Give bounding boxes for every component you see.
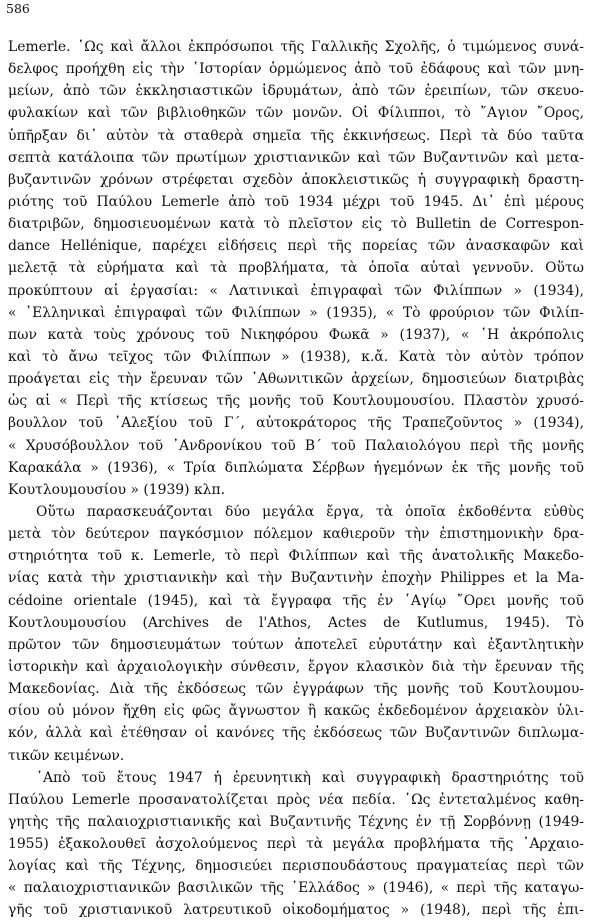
text-line: τικῶν κειμένων. xyxy=(8,747,125,764)
text-line: Μακεδονίας. Διὰ τῆς ἐκδόσεως τῶν ἐγγράφων τῆς μονῆς τοῦ Κουτλουμου- xyxy=(8,681,584,698)
text-line: πων κατὰ τοὺς χρόνους τοῦ Νικηφόρου Φωκᾶ » (1937), « ῾Η ἀκρόπολις xyxy=(8,326,584,343)
text-line: σεπτὰ κατάλοιπα τῶν πρωτίμων χριστιανικῶν καὶ τῶν Βυζαντινῶν καὶ μετα- xyxy=(8,149,584,166)
text-line: νίας κατὰ τὴν χριστιανικὴν καὶ τὴν Βυζαντινὴν ἐποχὴν Philippes et la Ma- xyxy=(8,570,584,587)
text-line: βουλλον τοῦ ᾽Αλεξίου τοῦ Γ΄, αὐτοκράτορος τῆς Τραπεζοῦντος » (1934), xyxy=(8,415,584,432)
text-line: « Χρυσόβουλλον τοῦ ᾽Ανδρονίκου τοῦ Β΄ τοῦ Παλαιολόγου περὶ τῆς μονῆς xyxy=(8,437,584,454)
text-line: διατριβῶν, δημοσιευομένων κατὰ τὸ πλεῖστον εἰς τὸ Bulletin de Correspon- xyxy=(8,216,584,233)
text-line: πρῶτον τῶν δημοσιευμάτων τούτων ἀποτελεῖ εὐρυτάτην καὶ ἐξαντλητικὴν xyxy=(8,636,584,653)
text-line: καὶ τὸ ἄνω τεῖχος τῶν Φιλίππων » (1938), κ.ἄ. Κατὰ τὸν αὐτὸν τρόπον xyxy=(8,348,584,365)
text-line: Lemerle. ῾Ως καὶ ἄλλοι ἐκπρόσωποι τῆς Γαλλικῆς Σχολῆς, ὁ τιμώμενος συνά- xyxy=(8,39,584,55)
text-line: μελετᾷ τὰ εὑρήματα καὶ τὰ προβλήματα, τὰ ὁποῖα αὐταὶ γεννοῦν. Οὕτω xyxy=(8,260,584,277)
text-line: Παύλου Lemerle προσανατολίζεται πρὸς νέα πεδία. ῾Ως ἐντεταλμένος καθη- xyxy=(8,791,584,808)
text-line: ἱστορικὴν καὶ ἀρχαιολογικὴν σύνθεσιν, ἔργον κλασικὸν διὰ τὴν ἔρευναν τῆς xyxy=(8,658,584,675)
text-line: μετὰ τὸν δεύτερον παγκόσμιον πόλεμον καθιεροῦν τὴν ἐπιστημονικὴν δρα- xyxy=(8,526,584,543)
text-line: φυλακίων καὶ τῶν βιβλιοθηκῶν τῶν μονῶν. Οἱ Φίλιπποι, τὸ ῎Αγιον ῎Ορος, xyxy=(8,105,584,122)
text-line: κόν, ἀλλὰ καὶ ἐτέθησαν οἱ κανόνες τῆς ἐκδόσεως τῶν Βυζαντινῶν διπλωμα- xyxy=(8,725,584,742)
text-line: dance Hellénique, παρέχει εἰδήσεις περὶ τῆς πορείας τῶν ἀνασκαφῶν καὶ xyxy=(8,238,584,255)
text-line: ᾽Απὸ τοῦ ἔτους 1947 ἡ ἐρευνητικὴ καὶ συγγραφικὴ δραστηριότης τοῦ xyxy=(36,769,584,786)
text-line: σίου οὐ μόνον ἤχθη εἰς φῶς ἄγνωστον ἢ κακῶς ἐκδεδομένον ἀρχειακὸν ὑλι- xyxy=(8,703,584,720)
text-line: « ῾Ελληνικαὶ ἐπιγραφαὶ τῶν Φιλίππων » (1935), « Τὸ φρούριον τῶν Φιλίπ- xyxy=(8,304,584,321)
text-line: δελφος προήχθη εἰς τὴν ῾Ιστορίαν ὁρμώμενος ἀπὸ τοῦ ἐδάφους καὶ τῶν μνη- xyxy=(8,61,584,78)
text-line: λογίας καὶ τῆς Τέχνης, δημοσιεύει περισπουδάστους πραγματείας περὶ τῶν xyxy=(8,858,584,875)
text-line: Οὕτω παρασκευάζονται δύο μεγάλα ἔργα, τὰ ὁποῖα ἐκδοθέντα εὐθὺς xyxy=(36,503,584,520)
text-line: βυζαντινῶν χρόνων στρέφεται σχεδὸν ἀποκλειστικῶς ἡ συγγραφικὴ δραστη- xyxy=(8,171,584,188)
text-line: Κουτλουμουσίου (Archives de l'Athos, Actes de Kutlumus, 1945). Τὸ xyxy=(8,614,584,631)
text-line: προάγεται εἰς τὴν ἔρευναν τῶν ᾽Αθωνιτικῶν ἀρχείων, δημοσιεύων διατριβὰς xyxy=(8,371,584,388)
body-text xyxy=(8,36,584,922)
text-line: ριότης τοῦ Παύλου Lemerle ἀπὸ τοῦ 1934 μέχρι τοῦ 1945. Δι᾽ ἐπὶ μέρους xyxy=(8,193,584,210)
text-line: « παλαιοχριστιανικῶν βασιλικῶν τῆς ῾Ελλάδος » (1946), « περὶ τῆς καταγω- xyxy=(8,880,584,897)
text-line: ὡς αἱ « Περὶ τῆς κτίσεως τῆς μονῆς τοῦ Κουτλουμουσίου. Πλαστὸν χρυσό- xyxy=(8,393,584,410)
text-line: στηριότητα τοῦ κ. Lemerle, τὸ περὶ Φιλίππων καὶ τῆς ἀνατολικῆς Μακεδο- xyxy=(8,548,584,565)
text-line: Κουτλουμουσίου » (1939) κλπ. xyxy=(8,481,226,498)
text-line: μείων, ἀπὸ τῶν ἐκκλησιαστικῶν ἱδρυμάτων, ἀπὸ τῶν ἐρειπίων, τῶν σκευο- xyxy=(8,83,584,100)
text-line: cédoine orientale (1945), καὶ τὰ ἔγγραφα τῆς ἐν ῾Αγίῳ ῎Ορει μονῆς τοῦ xyxy=(8,592,584,609)
text-line: Καρακάλα » (1936), « Τρία διπλώματα Σέρβων ἡγεμόνων ἐκ τῆς μονῆς τοῦ xyxy=(8,459,584,476)
text-line: γῆς τοῦ χριστιανικοῦ λατρευτικοῦ οἰκοδομήματος » (1948), περὶ τῆς ἐπι- xyxy=(8,902,584,919)
page-number: 586 xyxy=(6,1,30,16)
text-line: 1955) ἐξακολουθεῖ ἀσχολούμενος περὶ τὰ μεγάλα προβλήματα τῆς ᾽Αρχαιο- xyxy=(8,836,584,853)
text-line: γητὴς τῆς παλαιοχριστιανικῆς καὶ Βυζαντινῆς Τέχνης ἐν τῇ Σορβόννῃ (1949- xyxy=(8,813,584,830)
text-line: ὑπῆρξαν δι᾽ αὐτὸν τὰ σταθερὰ σημεῖα τῆς ἐκκινήσεως. Περὶ τὰ δύο ταῦτα xyxy=(8,127,584,144)
text-line: προκύπτουν αἱ ἐργασίαι: « Λατινικαὶ ἐπιγραφαὶ τῶν Φιλίππων » (1934), xyxy=(8,282,584,299)
